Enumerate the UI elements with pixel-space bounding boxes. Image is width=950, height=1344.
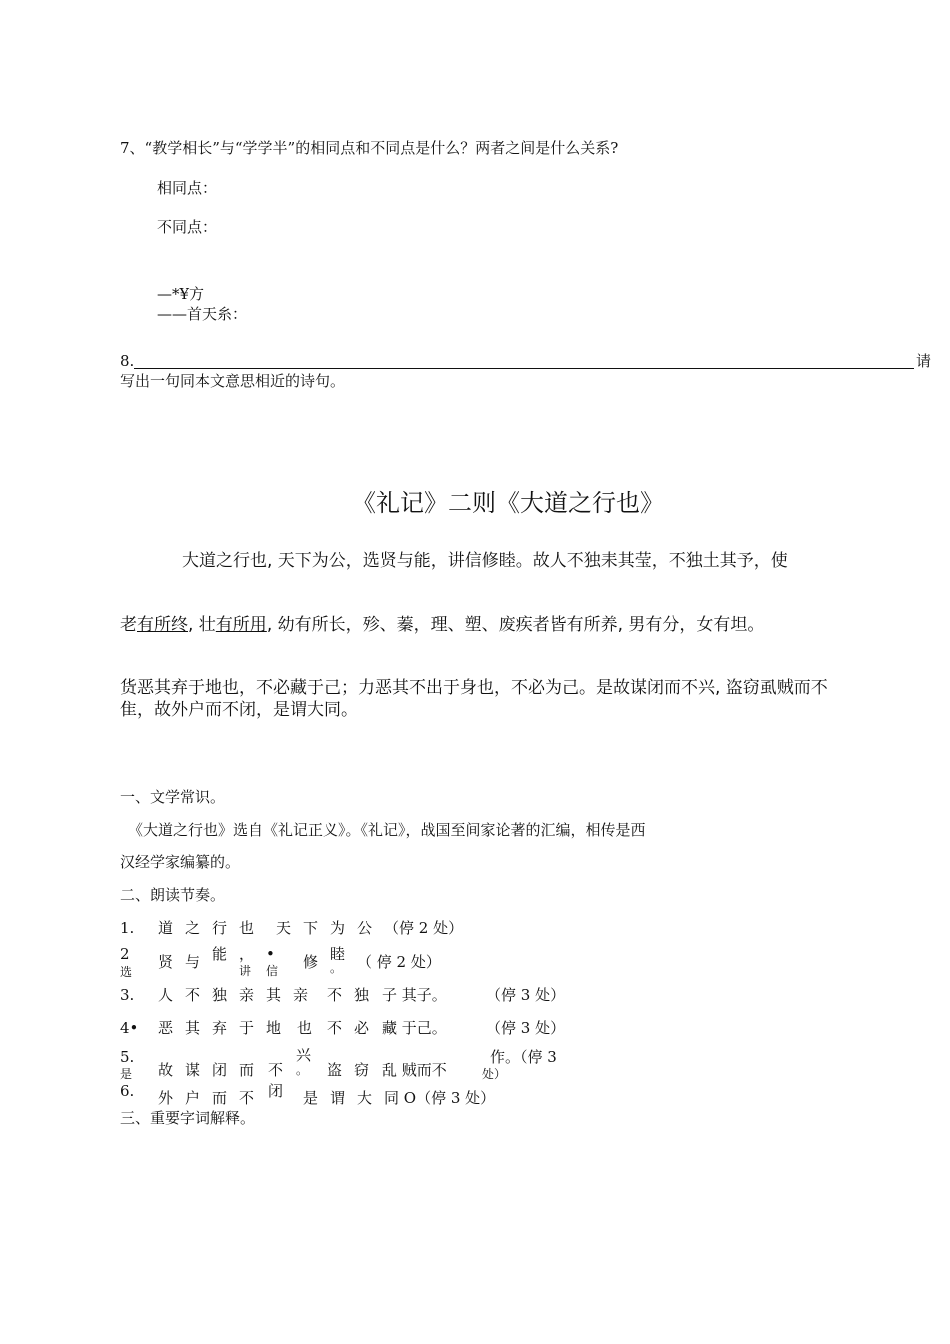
part-1-text-1: 《大道之行也》选自《礼记正义》。《礼记》，战国至间家论著的汇编，相传是西 — [128, 821, 646, 839]
rhythm-row-5-char: 谋 — [185, 1061, 201, 1079]
rhythm-row-2-char: 信 — [266, 964, 279, 978]
rhythm-row-1-char: 之 — [185, 919, 201, 937]
question-8-number: 8. — [120, 352, 135, 370]
rhythm-row-2-char: 能 — [212, 945, 228, 963]
rhythm-row-2-char: ， — [239, 945, 255, 963]
rhythm-row-6-char: 外 — [158, 1089, 174, 1107]
rhythm-row-3-char: 人 — [158, 986, 174, 1004]
rhythm-row-4-char: 藏 于己。 — [382, 1019, 447, 1037]
rhythm-row-3-char: 亲 — [293, 986, 309, 1004]
garbled-line-1: —*¥方 — [157, 285, 205, 303]
rhythm-row-1-char: 下 — [303, 919, 319, 937]
rhythm-row-1-char: 行 — [212, 919, 228, 937]
rhythm-row-3-char: 亲 — [239, 986, 255, 1004]
question-7: 7、“教学相长”与“学学半”的相同点和不同点是什么？两者之间是什么关系? — [120, 139, 619, 157]
part-3-heading: 三、重要字词解释。 — [120, 1109, 256, 1127]
rhythm-row-1-char: 公 — [357, 919, 373, 937]
rhythm-row-3-char: 其 — [266, 986, 282, 1004]
rhythm-row-2-number: 2 — [120, 945, 130, 963]
rhythm-row-2-note: （ 停 2 处） — [357, 953, 441, 971]
rhythm-row-4-char: 必 — [354, 1019, 370, 1037]
question-8-suffix: 请 — [916, 352, 932, 370]
passage-line-1: 大道之行也, 天下为公，选贤与能，讲信修睦。故人不独耒其莹，不独土其予，使 — [182, 551, 788, 571]
underlined-phrase-1: 有所终 — [137, 615, 188, 635]
rhythm-row-4-char: 恶 — [158, 1019, 174, 1037]
rhythm-row-4-note: （停 3 处） — [486, 1019, 566, 1037]
answer-blank-line — [134, 368, 914, 369]
passage-line-2: 老有所终, 壮有所用, 幼有所长，殄、蓁，理、塑、废疾者皆有所养, 男有分，女有坦。 — [120, 615, 765, 635]
rhythm-row-5-char: 。 — [296, 1063, 309, 1077]
rhythm-row-1-char: 为 — [330, 919, 346, 937]
rhythm-row-5-number: 5. — [120, 1048, 135, 1066]
rhythm-row-5-char: 兴 — [296, 1046, 312, 1064]
rhythm-row-4-char: 其 — [185, 1019, 201, 1037]
rhythm-row-6-char: 不 — [239, 1089, 255, 1107]
rhythm-row-4-char: 地 — [266, 1019, 282, 1037]
rhythm-row-5-note-cont: 处） — [482, 1067, 507, 1081]
rhythm-row-2-char: 修 — [303, 953, 319, 971]
rhythm-row-6-char: 而 — [212, 1089, 228, 1107]
rhythm-row-2-char: • — [266, 945, 275, 963]
rhythm-row-4-char: 于 — [239, 1019, 255, 1037]
rhythm-row-5-char: 盗 — [327, 1061, 343, 1079]
rhythm-row-5-note: 作。（停 3 — [490, 1048, 557, 1066]
rhythm-row-3-char: 不 — [185, 986, 201, 1004]
rhythm-row-6-char: 谓 — [330, 1089, 346, 1107]
rhythm-row-1-note: （停 2 处） — [384, 919, 464, 937]
rhythm-row-1-char: 天 — [276, 919, 292, 937]
rhythm-row-6-number: 6. — [120, 1082, 135, 1100]
rhythm-row-1-char: 也 — [239, 919, 255, 937]
rhythm-row-1-number: 1. — [120, 919, 135, 937]
same-point-label: 相同点： — [157, 179, 218, 197]
rhythm-row-2-char: 贤 — [158, 953, 174, 971]
rhythm-row-3-char: 不 — [327, 986, 343, 1004]
rhythm-row-5-char: 不 — [268, 1061, 284, 1079]
diff-point-label: 不同点： — [157, 218, 218, 236]
rhythm-row-6-char: 大 — [357, 1089, 373, 1107]
rhythm-row-5-char: 闭 — [212, 1061, 228, 1079]
rhythm-row-3-char: 子 其子。 — [382, 986, 447, 1004]
rhythm-row-6-char: 户 — [185, 1089, 201, 1107]
rhythm-row-4-char: 不 — [327, 1019, 343, 1037]
rhythm-row-6-char: 同 O（停 3 处） — [384, 1089, 496, 1107]
underlined-phrase-2: 有所用 — [215, 615, 267, 635]
garbled-line-2: ——首天糸： — [157, 305, 248, 323]
rhythm-row-3-char: 独 — [354, 986, 370, 1004]
rhythm-row-6-char: 是 — [303, 1089, 319, 1107]
rhythm-row-3-number: 3. — [120, 986, 135, 1004]
passage-line-4: 隹，故外户而不闭，是谓大同。 — [120, 700, 358, 720]
rhythm-row-2-char: 。 — [330, 961, 343, 975]
rhythm-row-5-char: 乱 贼而不 — [382, 1061, 447, 1079]
part-1-text-2: 汉经学家编纂的。 — [120, 853, 241, 871]
passage-line-3: 货恶其弃于地也，不必藏于己；力恶其不出于身也，不必为己。是故谋闭而不兴, 盗窃虱贼而不 — [120, 678, 828, 698]
section-title: 《礼记》二则《大道之行也》 — [352, 489, 664, 517]
rhythm-row-5-sub: 是 — [120, 1067, 133, 1081]
part-2-heading: 二、朗读节奏。 — [120, 886, 226, 904]
rhythm-row-2-sub: 选 — [120, 965, 133, 979]
rhythm-row-2-char: 与 — [185, 953, 201, 971]
rhythm-row-1-char: 道 — [158, 919, 174, 937]
rhythm-row-6-char: 闭 — [268, 1082, 284, 1100]
rhythm-row-5-char: 而 — [239, 1061, 255, 1079]
question-8-text: 写出一句同本文意思相近的诗句。 — [120, 372, 346, 390]
rhythm-row-5-char: 窃 — [354, 1061, 370, 1079]
rhythm-row-4-char: 也 — [297, 1019, 313, 1037]
rhythm-row-2-char: 睦 — [330, 945, 346, 963]
rhythm-row-3-note: （停 3 处） — [486, 986, 566, 1004]
rhythm-row-3-char: 独 — [212, 986, 228, 1004]
part-1-heading: 一、文学常识。 — [120, 788, 226, 806]
rhythm-row-2-char: 讲 — [239, 964, 252, 978]
rhythm-row-4-char: 弃 — [212, 1019, 228, 1037]
rhythm-row-4-number: 4• — [120, 1019, 139, 1037]
rhythm-row-5-char: 故 — [158, 1061, 174, 1079]
